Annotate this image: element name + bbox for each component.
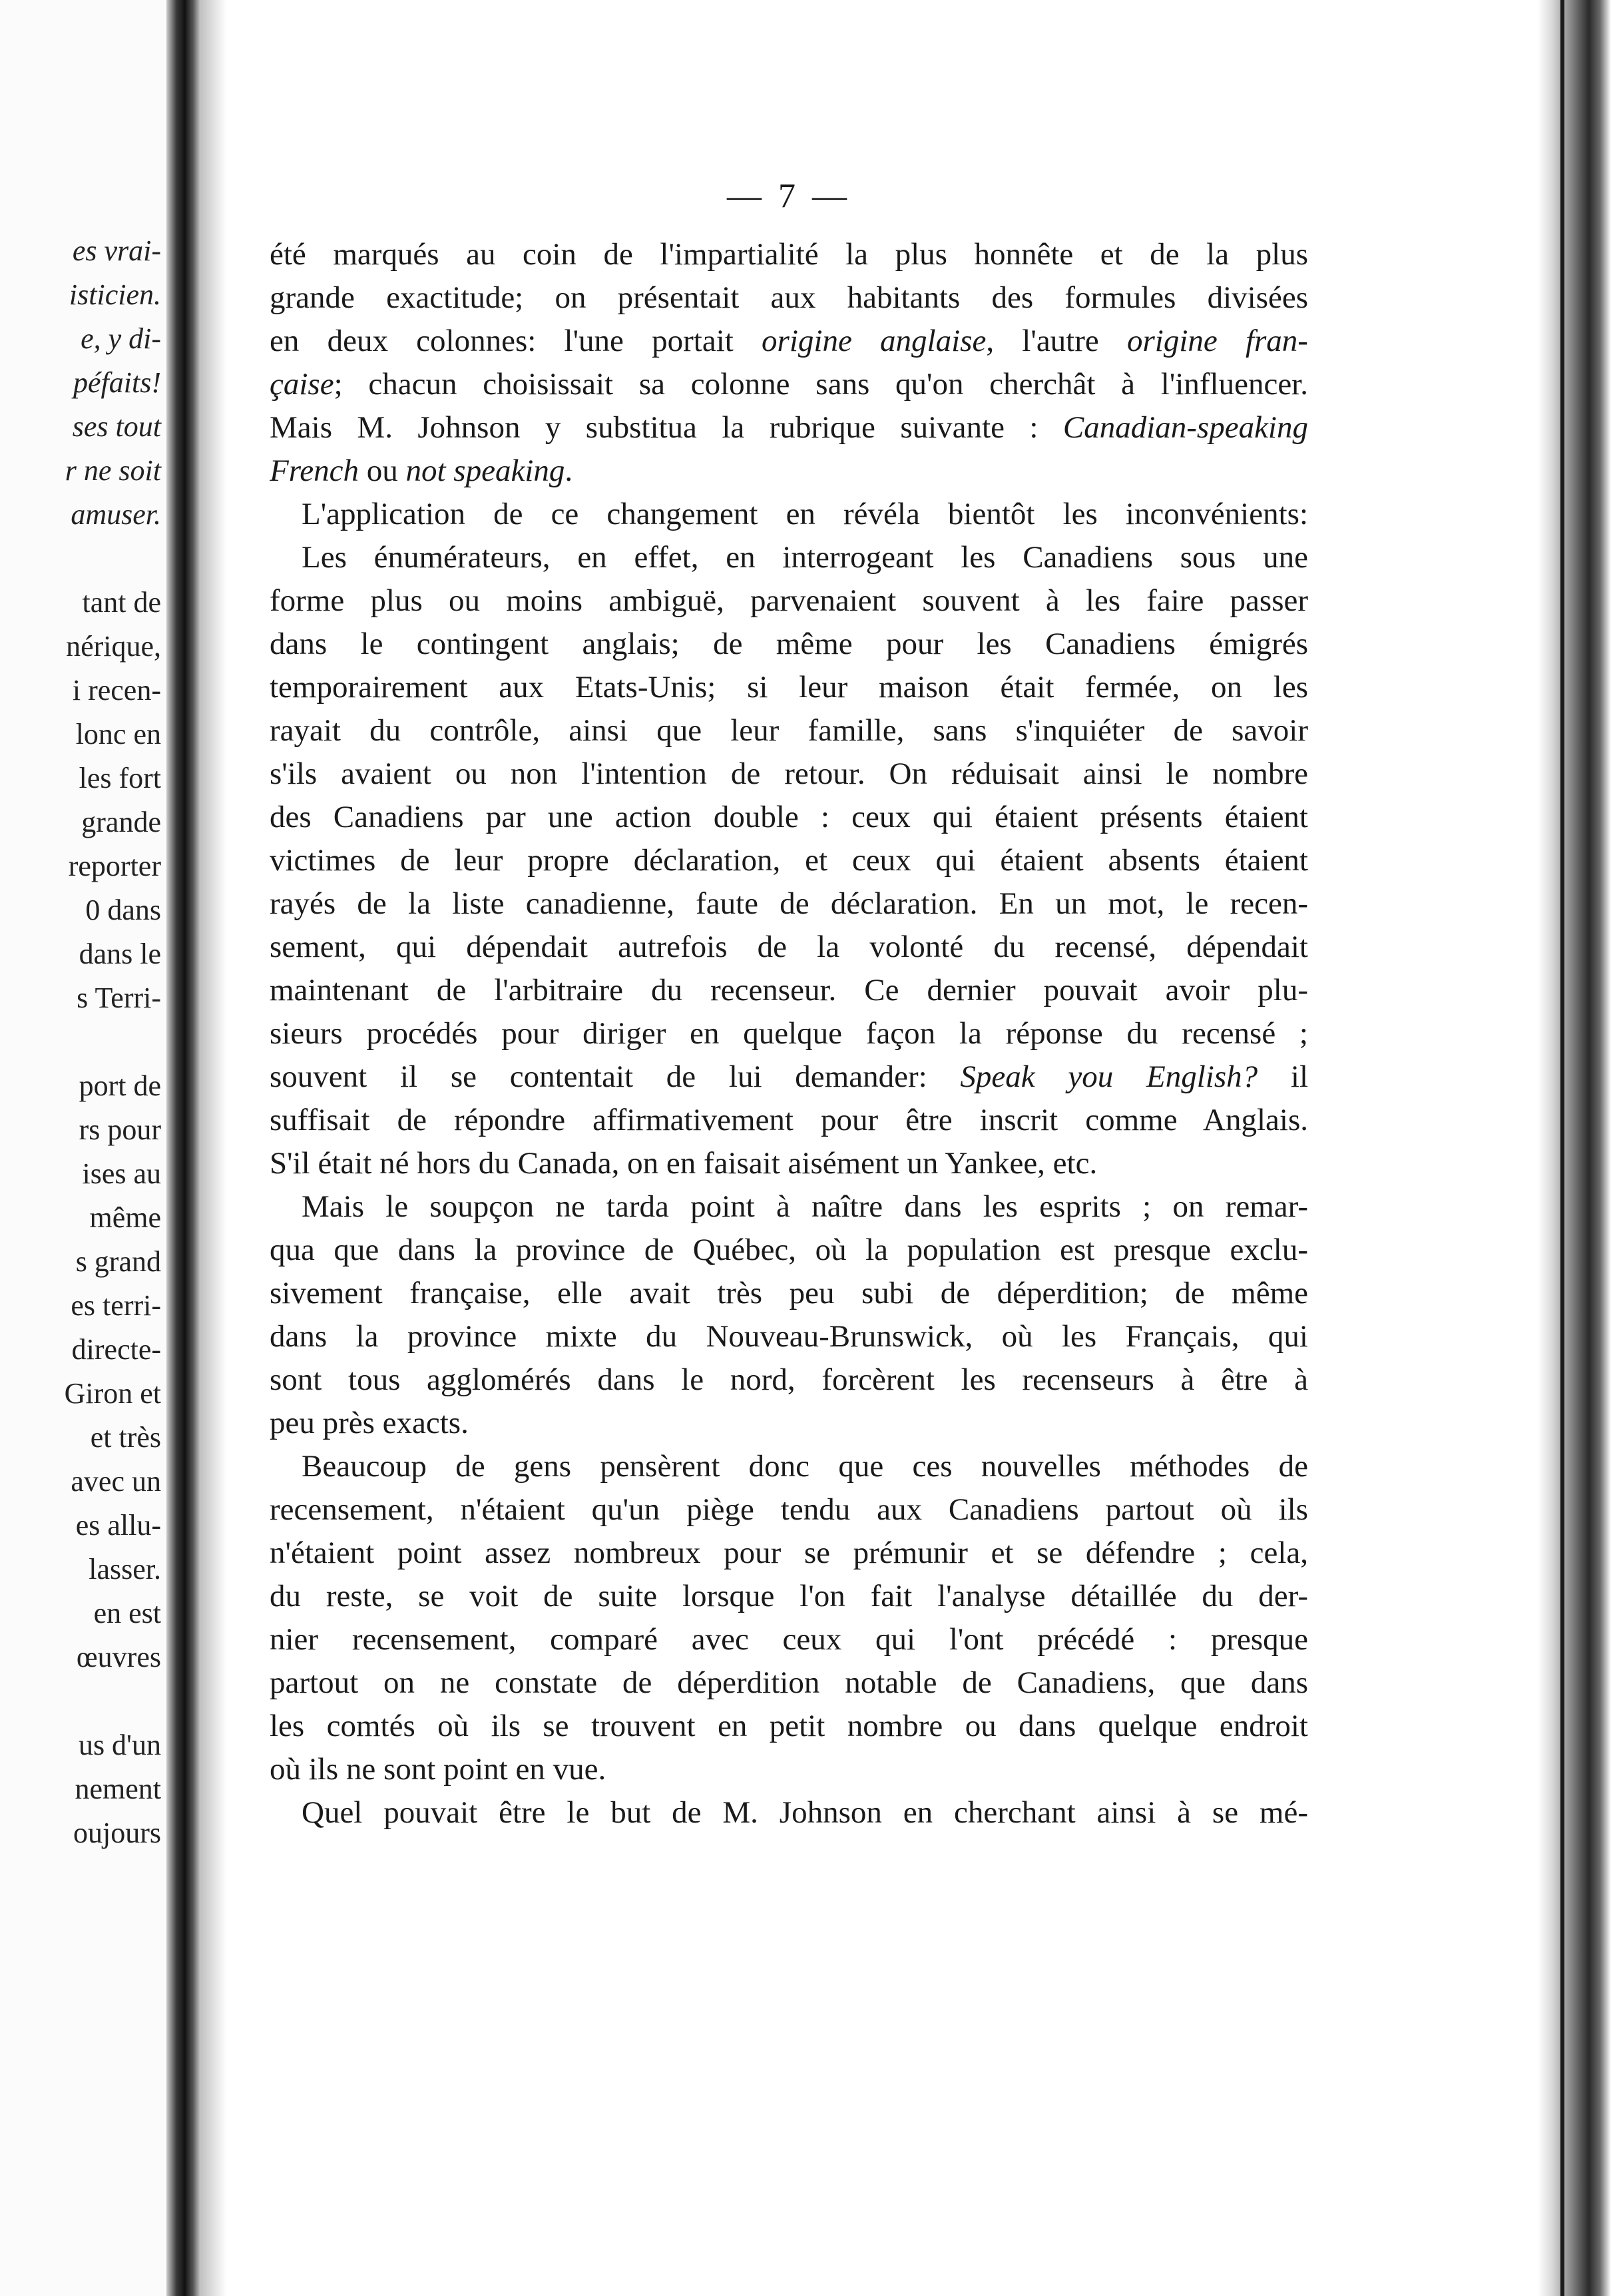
text-segment: rayés de la liste canadienne, faute de déclaration. En un mot, le recen-	[270, 886, 1308, 921]
left-page-fragment: ises au	[82, 1157, 161, 1190]
left-page-fragment: reporter	[68, 850, 161, 882]
left-page-fragment: rs pour	[79, 1113, 161, 1146]
text-line	[270, 623, 1308, 666]
text-segment: Mais le soupçon ne tarda point à naître dans les esprits ; on remar-	[302, 1189, 1308, 1224]
text-line	[270, 1748, 1308, 1791]
left-page-fragment: 0 dans	[85, 894, 161, 926]
text-segment: victimes de leur propre déclaration, et ceux qui étaient absents étaient	[270, 843, 1308, 878]
right-page-edge	[1538, 0, 1611, 2296]
italic-text-segment: Canadian-speaking	[1062, 410, 1308, 445]
text-segment: rayait du contrôle, ainsi que leur famille, sans s'inquiéter de savoir	[270, 713, 1308, 748]
left-page-fragment: directe-	[71, 1333, 161, 1366]
text-segment: dans le contingent anglais; de même pour les Canadiens émigrés	[270, 627, 1308, 661]
text-line	[270, 1532, 1308, 1575]
italic-text-segment: not speaking	[405, 453, 565, 488]
text-segment: il	[1258, 1059, 1308, 1094]
text-line	[270, 1012, 1308, 1055]
text-segment: , l'autre	[986, 324, 1127, 358]
text-line	[270, 1099, 1308, 1142]
left-page-fragment: Giron et	[64, 1377, 161, 1410]
left-page-fragment: s grand	[75, 1245, 161, 1278]
left-page-fragment: en est	[93, 1597, 161, 1629]
text-line	[270, 926, 1308, 969]
text-line	[270, 363, 1308, 406]
text-line	[270, 1185, 1308, 1229]
left-page-fragment: us d'un	[78, 1729, 161, 1761]
text-segment: temporairement aux Etats-Unis; si leur maison était fermée, on les	[270, 670, 1308, 705]
text-line	[270, 752, 1308, 796]
left-page-fragment: dans le	[79, 938, 161, 970]
text-line	[270, 1791, 1308, 1835]
text-segment: suffisait de répondre affirmativement pour être inscrit comme Anglais.	[270, 1103, 1308, 1137]
text-segment: partout on ne constate de déperdition notable de Canadiens, que dans	[270, 1665, 1308, 1700]
italic-text-segment: origine fran-	[1126, 324, 1308, 358]
text-line	[270, 320, 1308, 363]
left-page-fragment: tant de	[82, 586, 161, 619]
text-segment: Quel pouvait être le but de M. Johnson en cherchant ainsi à se mé-	[302, 1795, 1308, 1830]
text-segment: été marqués au coin de l'impartialité la plus honnête et de la plus	[270, 237, 1308, 272]
italic-text-segment: çaise	[270, 367, 334, 402]
left-page-fragment: es terri-	[71, 1289, 161, 1322]
text-line	[270, 882, 1308, 926]
text-segment: .	[565, 453, 573, 488]
left-page-fragment: les fort	[79, 762, 161, 794]
text-line	[270, 1358, 1308, 1402]
text-segment: sivement française, elle avait très peu subi de déperdition; de même	[270, 1276, 1308, 1310]
text-line	[270, 1618, 1308, 1661]
left-page-fragment: port de	[79, 1069, 161, 1102]
text-segment: Mais M. Johnson y substitua la rubrique suivante :	[270, 410, 1063, 445]
text-segment: grande exactitude; on présentait aux habitants des formules divisées	[270, 280, 1308, 315]
text-line	[270, 839, 1308, 882]
text-segment: sieurs procédés pour diriger en quelque façon la réponse du recensé ;	[270, 1016, 1308, 1051]
page-number: — 7 —	[727, 177, 851, 215]
text-line	[270, 536, 1308, 579]
text-segment: forme plus ou moins ambiguë, parvenaient souvent à les faire passer	[270, 583, 1308, 618]
text-line	[270, 796, 1308, 839]
left-page-fragment: e, y di-	[81, 322, 161, 355]
text-line	[270, 1575, 1308, 1618]
left-page-fragment: es allu-	[75, 1509, 161, 1542]
text-segment: du reste, se voit de suite lorsque l'on fait l'analyse détaillée du der-	[270, 1579, 1308, 1613]
text-segment: s'ils avaient ou non l'intention de retour. On réduisait ainsi le nombre	[270, 756, 1308, 791]
text-segment: sont tous agglomérés dans le nord, forcèrent les recenseurs à être à	[270, 1362, 1308, 1397]
left-page-fragment: isticien.	[69, 278, 161, 311]
text-line	[270, 1402, 1308, 1445]
text-line	[270, 233, 1308, 276]
text-segment: des Canadiens par une action double : ceux qui étaient présents étaient	[270, 800, 1308, 834]
left-facing-page	[0, 0, 166, 2296]
left-page-fragment: amuser.	[71, 498, 161, 531]
text-segment: qua que dans la province de Québec, où la population est presque exclu-	[270, 1233, 1308, 1267]
left-page-fragment: s Terri-	[77, 982, 161, 1014]
text-line	[270, 1488, 1308, 1532]
text-segment: ou	[358, 453, 406, 488]
text-line	[270, 406, 1308, 449]
left-page-fragment: lasser.	[89, 1553, 161, 1585]
left-page-fragment: nérique,	[66, 630, 161, 663]
text-line	[270, 1661, 1308, 1705]
text-segment: S'il était né hors du Canada, on en faisait aisément un Yankee, etc.	[270, 1146, 1098, 1181]
text-segment: Les énumérateurs, en effet, en interrogeant les Canadiens sous une	[302, 540, 1308, 575]
text-segment: maintenant de l'arbitraire du recenseur. Ce dernier pouvait avoir plu-	[270, 973, 1308, 1007]
text-segment: dans la province mixte du Nouveau-Brunswick, où les Français, qui	[270, 1319, 1308, 1354]
text-line	[270, 579, 1308, 623]
text-line	[270, 666, 1308, 709]
page-body-text	[270, 233, 1308, 1835]
text-line	[270, 1705, 1308, 1748]
text-segment: où ils ne sont point en vue.	[270, 1752, 606, 1787]
text-line	[270, 709, 1308, 752]
text-line	[270, 969, 1308, 1012]
text-segment: L'application de ce changement en révéla bientôt les inconvénients:	[302, 497, 1308, 531]
text-line	[270, 1445, 1308, 1488]
text-segment: peu près exacts.	[270, 1406, 469, 1440]
left-page-fragment: lonc en	[75, 718, 161, 750]
left-page-fragment: i recen-	[72, 674, 161, 707]
left-page-fragment: péfaits!	[73, 366, 161, 399]
text-line	[270, 1229, 1308, 1272]
text-segment: ; chacun choisissait sa colonne sans qu'on cherchât à l'influencer.	[334, 367, 1308, 402]
text-line	[270, 1315, 1308, 1358]
text-segment: Beaucoup de gens pensèrent donc que ces nouvelles méthodes de	[302, 1449, 1308, 1484]
italic-text-segment: origine anglaise	[762, 324, 987, 358]
text-line	[270, 1055, 1308, 1099]
text-line	[270, 1272, 1308, 1315]
text-segment: en deux colonnes: l'une portait	[270, 324, 762, 358]
italic-text-segment: Speak you English?	[960, 1059, 1258, 1094]
left-page-fragment: même	[89, 1201, 161, 1234]
book-gutter	[166, 0, 200, 2296]
gutter-shadow	[200, 0, 226, 2296]
text-line	[270, 449, 1308, 493]
text-segment: souvent il se contentait de lui demander:	[270, 1059, 961, 1094]
text-segment: nier recensement, comparé avec ceux qui l'ont précédé : presque	[270, 1622, 1308, 1657]
text-line	[270, 493, 1308, 536]
text-segment: les comtés où ils se trouvent en petit nombre ou dans quelque endroit	[270, 1709, 1308, 1743]
right-page-edge-line	[1560, 0, 1564, 2296]
text-segment: n'étaient point assez nombreux pour se prémunir et se défendre ; cela,	[270, 1536, 1308, 1570]
text-line	[270, 276, 1308, 320]
left-page-fragment: grande	[81, 806, 161, 838]
left-page-fragment: ses tout	[72, 410, 161, 443]
text-line	[270, 1142, 1308, 1185]
left-page-fragment: nement	[75, 1773, 161, 1805]
left-page-fragment: r ne soit	[65, 454, 161, 487]
left-page-fragment: et très	[90, 1421, 161, 1454]
text-segment: recensement, n'étaient qu'un piège tendu aux Canadiens partout où ils	[270, 1492, 1308, 1527]
italic-text-segment: French	[270, 453, 359, 488]
left-page-fragment: oujours	[73, 1817, 161, 1849]
left-page-fragment: œuvres	[76, 1641, 161, 1673]
text-segment: sement, qui dépendait autrefois de la volonté du recensé, dépendait	[270, 930, 1308, 964]
left-page-fragment: avec un	[71, 1465, 161, 1498]
left-page-fragment: es vrai-	[72, 234, 161, 267]
